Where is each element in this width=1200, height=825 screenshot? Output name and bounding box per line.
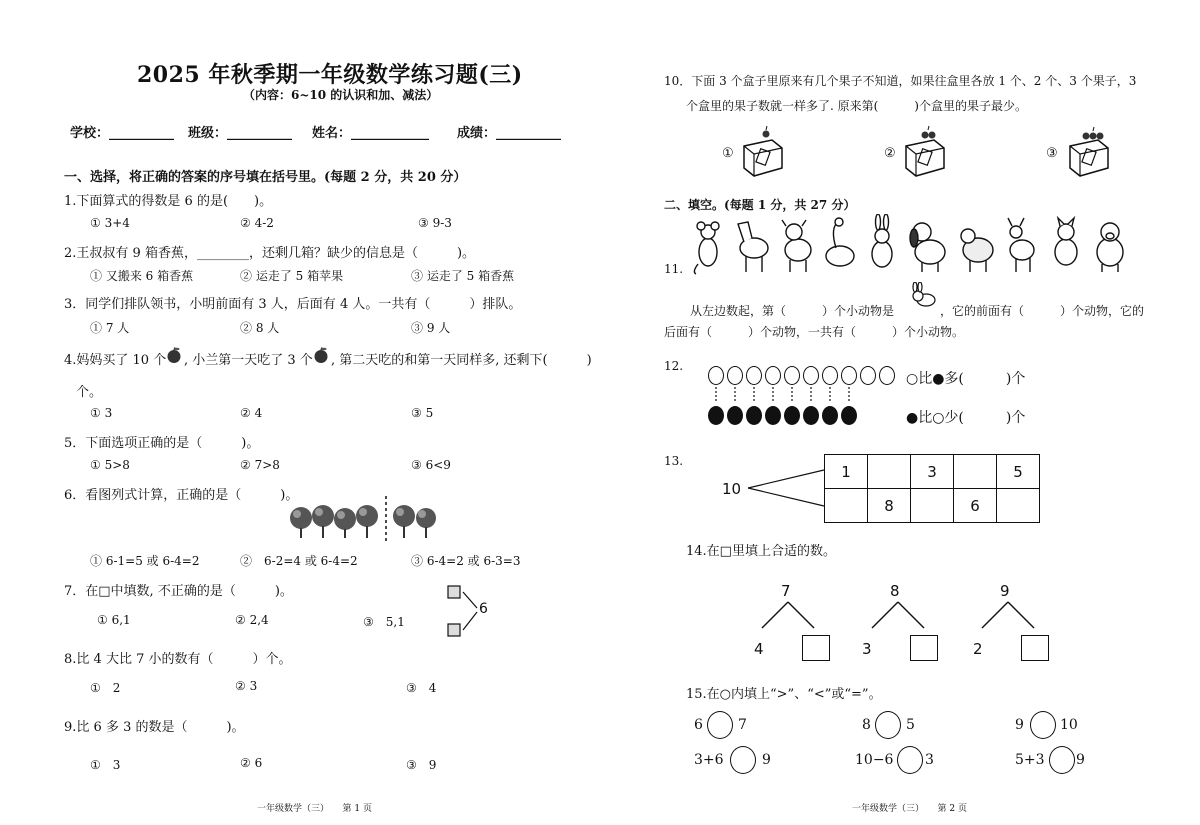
hollow-circle xyxy=(822,366,838,385)
q4-option-3[interactable]: ③ 5 xyxy=(411,406,434,420)
deer-icon xyxy=(1008,218,1034,272)
hollow-circle xyxy=(803,366,819,385)
solid-circle xyxy=(784,406,800,425)
fruit-box-icon xyxy=(738,124,786,180)
question-6: 6．看图列式计算，正确的是（ )。 xyxy=(64,488,299,503)
solid-circle xyxy=(746,406,762,425)
q7-option-3[interactable]: ③ 5,1 xyxy=(363,615,405,629)
q7-option-1[interactable]: ① 6,1 xyxy=(97,613,131,627)
q7-option-2[interactable]: ② 2,4 xyxy=(235,613,269,627)
compare-circle[interactable] xyxy=(897,746,923,774)
q5-option-2[interactable]: ② 7>8 xyxy=(240,458,280,472)
solid-circle xyxy=(803,406,819,425)
question-7: 7．在□中填数, 不正确的是（ )。 xyxy=(64,584,293,599)
question-11-part-b: ，它的前面有（ ）个动物，它的 xyxy=(940,304,1145,318)
fruit-box-icon xyxy=(900,124,950,180)
tree-left-number: 3 xyxy=(862,640,872,658)
q9-option-2[interactable]: ② 6 xyxy=(240,756,263,770)
apple-icon xyxy=(165,346,183,364)
q13-root-number: 10 xyxy=(722,480,742,498)
box-label-3: ③ xyxy=(1046,146,1058,161)
q9-option-1[interactable]: ① 3 xyxy=(90,758,121,772)
matching-dashes xyxy=(708,386,858,404)
grid-cell[interactable] xyxy=(997,489,1040,523)
q13-split-lines xyxy=(746,468,826,508)
tree-branches xyxy=(868,600,934,630)
rabbit-icon xyxy=(908,282,940,308)
question-11-part-c: 后面有（ ）个动物，一共有（ ）个小动物。 xyxy=(664,325,965,339)
compare-circle[interactable] xyxy=(1030,711,1056,739)
question-10-line-2: 个盒里的果子数就一样多了. 原来第( )个盒里的果子最少。 xyxy=(686,99,1027,113)
q15-left-operand: 5+3 xyxy=(1015,752,1045,768)
q8-option-3[interactable]: ③ 4 xyxy=(406,681,437,695)
q3-option-3[interactable]: ③ 9 人 xyxy=(411,321,451,335)
tree-left-number: 4 xyxy=(754,640,764,658)
q1-option-3[interactable]: ③ 9-3 xyxy=(418,216,452,230)
apple-icon xyxy=(312,346,330,364)
grid-cell: 3 xyxy=(911,455,954,489)
q4-option-2[interactable]: ② 4 xyxy=(240,406,263,420)
hollow-circle xyxy=(784,366,800,385)
q5-option-1[interactable]: ① 5>8 xyxy=(90,458,130,472)
box-label-2: ② xyxy=(884,146,896,161)
solid-circle xyxy=(727,406,743,425)
q15-right-operand: 10 xyxy=(1060,717,1078,733)
question-10-line-1: 10．下面 3 个盒子里原来有几个果子不知道，如果往盒里各放 1 个、2 个、3 个果子，3 xyxy=(664,74,1137,88)
q2-option-2[interactable]: ② 运走了 5 箱苹果 xyxy=(240,269,344,283)
question-11-part-a: 从左边数起，第（ ）个小动物是 xyxy=(690,304,895,318)
grid-cell: 1 xyxy=(825,455,868,489)
question-4-part-d: 个。 xyxy=(76,385,103,400)
mouse-icon xyxy=(694,222,719,274)
q7-diagram-number: 6 xyxy=(479,601,488,617)
section-1-heading: 一、选择，将正确的答案的序号填在括号里。(每题 2 分，共 20 分） xyxy=(64,170,467,185)
grid-cell[interactable] xyxy=(911,489,954,523)
q15-left-operand: 10−6 xyxy=(855,752,894,768)
answer-box[interactable] xyxy=(1021,635,1049,661)
q13-number-grid xyxy=(824,454,1040,523)
question-11-number: 11. xyxy=(664,262,684,276)
animals-row xyxy=(690,214,1130,276)
q15-right-operand: 3 xyxy=(925,752,934,768)
hollow-circle xyxy=(746,366,762,385)
page-subtitle: （内容：6~10 的认识和加、减法） xyxy=(243,88,439,102)
question-4-part-a: 4.妈妈买了 10 个 xyxy=(64,353,167,368)
solid-circle xyxy=(765,406,781,425)
question-3: 3．同学们排队领书，小明前面有 3 人，后面有 4 人。一共有（ ）排队。 xyxy=(64,297,522,312)
question-5: 5．下面选项正确的是（ )。 xyxy=(64,436,260,451)
q2-option-3[interactable]: ③ 运走了 5 箱香蕉 xyxy=(411,269,515,283)
answer-box[interactable] xyxy=(910,635,938,661)
question-1: 1.下面算式的得数是 6 的是( )。 xyxy=(64,194,273,209)
question-15: 15.在○内填上“>”、“<”或“=”。 xyxy=(686,687,882,702)
answer-box[interactable] xyxy=(802,635,830,661)
ox-icon xyxy=(782,220,811,272)
question-2: 2.王叔叔有 9 箱香蕉，________，还剩几箱？缺少的信息是（ )。 xyxy=(64,246,476,261)
q15-right-operand: 9 xyxy=(762,752,771,768)
tree-branches xyxy=(758,600,824,630)
q15-left-operand: 9 xyxy=(1015,717,1024,733)
q6-option-1[interactable]: ① 6-1=5 或 6-4=2 xyxy=(90,554,200,568)
grid-cell: 6 xyxy=(954,489,997,523)
question-8: 8.比 4 大比 7 小的数有（ ）个。 xyxy=(64,652,292,667)
section-2-heading: 二、填空。(每题 1 分，共 27 分） xyxy=(664,198,856,212)
grid-cell[interactable] xyxy=(825,489,868,523)
q15-left-operand: 8 xyxy=(862,717,871,733)
grid-cell: 5 xyxy=(997,455,1040,489)
compare-circle[interactable] xyxy=(730,746,756,774)
tree-top-number: 8 xyxy=(890,582,900,600)
compare-circle[interactable] xyxy=(1049,746,1075,774)
grid-cell: 8 xyxy=(868,489,911,523)
dog-icon xyxy=(910,223,945,272)
q15-right-operand: 9 xyxy=(1076,752,1085,768)
solid-circle xyxy=(822,406,838,425)
page-1-footer: 一年级数学（三） 第 1 页 xyxy=(257,804,372,814)
trees-picture xyxy=(288,494,438,544)
question-12-number: 12. xyxy=(664,359,684,373)
question-4-part-b: , 小兰第一天吃了 3 个 xyxy=(184,353,313,368)
compare-circle[interactable] xyxy=(707,711,733,739)
hollow-circle xyxy=(879,366,895,385)
q1-option-2[interactable]: ② 4-2 xyxy=(240,216,274,230)
question-4-part-c: , 第二天吃的和第一天同样多, 还剩下( ) xyxy=(331,353,592,368)
q3-option-2[interactable]: ② 8 人 xyxy=(240,321,280,335)
hollow-circle xyxy=(708,366,724,385)
q1-option-1[interactable]: ① 3+4 xyxy=(90,216,130,230)
name-field[interactable]: 姓名：____________ xyxy=(312,126,430,141)
q2-option-1[interactable]: ① 又搬来 6 箱香蕉 xyxy=(90,269,194,283)
q15-right-operand: 5 xyxy=(906,717,915,733)
q6-option-2[interactable]: ② 6-2=4 或 6-4=2 xyxy=(240,554,358,568)
question-13-number: 13. xyxy=(664,454,684,468)
solid-circle xyxy=(708,406,724,425)
solid-circle xyxy=(841,406,857,425)
q15-right-operand: 7 xyxy=(738,717,747,733)
grid-cell[interactable] xyxy=(954,455,997,489)
class-field[interactable]: 班级：__________ xyxy=(188,126,293,141)
grid-cell[interactable] xyxy=(868,455,911,489)
hollow-circle xyxy=(765,366,781,385)
question-14: 14.在□里填上合适的数。 xyxy=(686,544,836,559)
page-2-footer: 一年级数学（三） 第 2 页 xyxy=(852,804,967,814)
tree-left-number: 2 xyxy=(973,640,983,658)
page-title: 2025 年秋季期一年级数学练习题(三) xyxy=(137,62,523,88)
q15-left-operand: 3+6 xyxy=(694,752,724,768)
compare-circle[interactable] xyxy=(875,711,901,739)
pig-icon xyxy=(1097,223,1123,272)
tree-branches xyxy=(978,600,1044,630)
score-field[interactable]: 成绩：__________ xyxy=(457,126,562,141)
q8-option-1[interactable]: ① 2 xyxy=(90,681,121,695)
q12-compare-less: ●比○少( )个 xyxy=(906,410,1026,426)
q6-option-3[interactable]: ③ 6-4=2 或 6-3=3 xyxy=(411,554,521,568)
tree-top-number: 9 xyxy=(1000,582,1010,600)
solid-circles-row xyxy=(708,406,860,429)
q3-option-1[interactable]: ① 7 人 xyxy=(90,321,130,335)
q5-option-3[interactable]: ③ 6<9 xyxy=(411,458,451,472)
q15-left-operand: 6 xyxy=(694,717,703,733)
hollow-circle xyxy=(727,366,743,385)
sheep-icon xyxy=(961,229,993,272)
hollow-circle xyxy=(841,366,857,385)
box-label-1: ① xyxy=(722,146,734,161)
goose-icon xyxy=(826,218,854,266)
fruit-box-icon xyxy=(1064,124,1116,180)
q4-option-1[interactable]: ① 3 xyxy=(90,406,113,420)
q8-option-2[interactable]: ② 3 xyxy=(235,679,258,693)
cat-icon xyxy=(1055,218,1077,265)
question-9: 9.比 6 多 3 的数是（ )。 xyxy=(64,720,245,735)
hollow-circle xyxy=(860,366,876,385)
horse-icon xyxy=(738,222,768,272)
q12-compare-more: ○比●多( )个 xyxy=(906,371,1026,387)
rabbit-icon xyxy=(872,214,892,267)
q9-option-3[interactable]: ③ 9 xyxy=(406,758,437,772)
school-field[interactable]: 学校：__________ xyxy=(70,126,175,141)
tree-top-number: 7 xyxy=(781,582,791,600)
